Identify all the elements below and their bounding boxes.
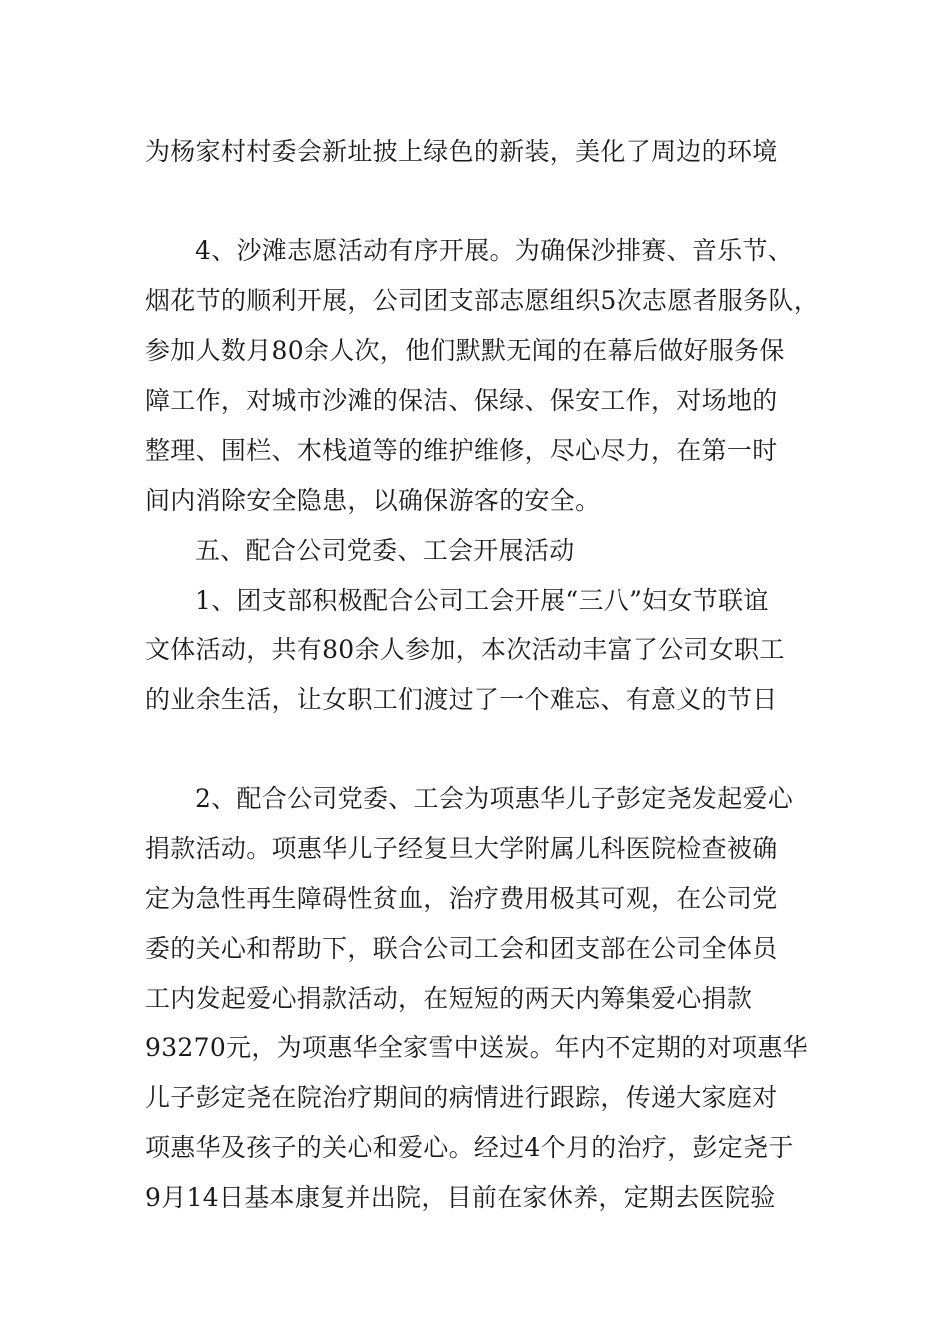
section-heading: 五、配合公司党委、工会开展活动 [195, 536, 575, 565]
paragraph-line: 的业余生活，让女职工们渡过了一个难忘、有意义的节日 [145, 685, 778, 714]
paragraph-line: 2、配合公司党委、工会为项惠华儿子彭定尧发起爱心 [195, 784, 794, 813]
paragraph-line: 文体活动，共有80余人参加，本次活动丰富了公司女职工 [145, 635, 785, 664]
paragraph-line: 1、团支部积极配合公司工会开展“三八”妇女节联谊 [195, 586, 769, 615]
paragraph-line: 间内消除安全隐患，以确保游客的安全。 [145, 486, 601, 515]
paragraph-line: 93270元，为项惠华全家雪中送炭。年内不定期的对项惠华 [145, 1033, 808, 1062]
paragraph-line: 整理、围栏、木栈道等的维护维修，尽心尽力，在第一时 [145, 436, 778, 465]
paragraph-line: 烟花节的顺利开展，公司团支部志愿组织5次志愿者服务队， [145, 286, 820, 315]
paragraph-line: 为杨家村村委会新址披上绿色的新装，美化了周边的环境 [145, 137, 778, 166]
paragraph-line: 4、沙滩志愿活动有序开展。为确保沙排赛、音乐节、 [195, 236, 794, 265]
paragraph-line: 委的关心和帮助下，联合公司工会和团支部在公司全体员 [145, 934, 778, 963]
paragraph-line: 项惠华及孩子的关心和爱心。经过4个月的治疗，彭定尧于 [145, 1133, 794, 1162]
paragraph-line: 捐款活动。项惠华儿子经复旦大学附属儿科医院检查被确 [145, 834, 778, 863]
paragraph-line: 定为急性再生障碍性贫血，治疗费用极其可观，在公司党 [145, 884, 778, 913]
paragraph-line: 儿子彭定尧在院治疗期间的病情进行跟踪，传递大家庭对 [145, 1083, 778, 1112]
paragraph-line: 障工作，对城市沙滩的保洁、保绿、保安工作，对场地的 [145, 386, 778, 415]
paragraph-line: 参加人数月80余人次，他们默默无闻的在幕后做好服务保 [145, 336, 785, 365]
paragraph-line: 工内发起爱心捐款活动，在短短的两天内筹集爱心捐款 [145, 984, 753, 1013]
paragraph-line: 9月14日基本康复并出院，目前在家休养，定期去医院验 [145, 1183, 776, 1212]
